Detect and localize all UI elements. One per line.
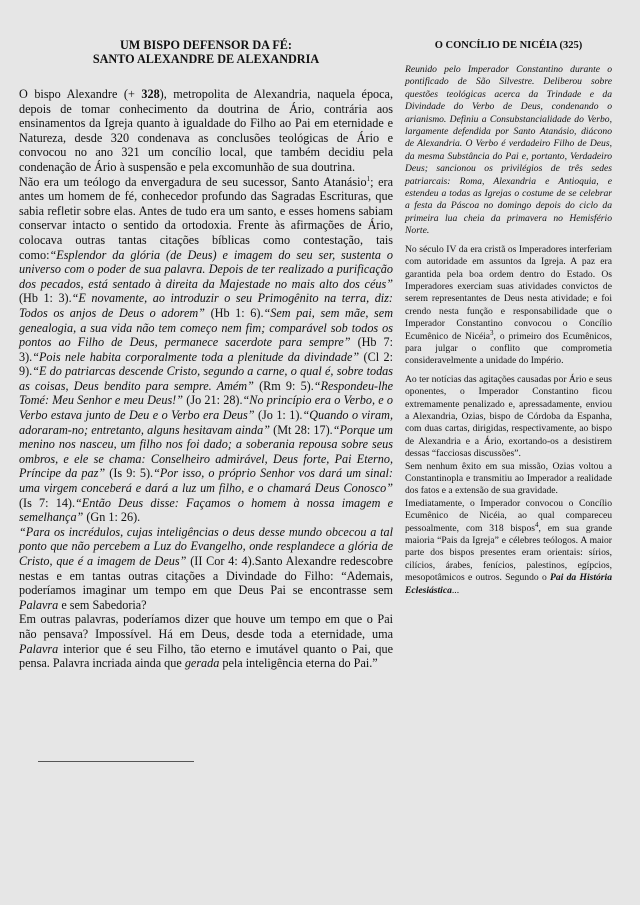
article-paragraph-2 [19, 175, 393, 525]
reference: (Is 9: 5). [105, 466, 154, 481]
article-paragraph-4 [19, 612, 393, 670]
sidebar-intro: Reunido pelo Imperador Constantino durante o pontificado de São Silvestre. Deliberou sobre questões teológicas acerca da Trindade e da Divindade do Verbo de Deus, condenando o arianismo. Definiu a Consubstancialidade do Verbo, largamente defendida por Santo Atanásio, diácono de Alexandria. O Verbo é verdadeiro Filho de Deus, da mesma Substância do Pai e, portanto, Verdadeiro Deus; sancionou os privilégios de três sedes patriarcais: Roma, Alexandria e Antioquia, e estendeu a todas as Igrejas o costume de se celebrar a festa da Páscoa no domingo depois do ciclo da primeira lua cheia da primavera no Hemisfério Norte. [405, 64, 612, 237]
reference: (Rm 9: 5). [253, 378, 314, 393]
sidebar-paragraph-2: Ao ter notícias das agitações causadas por Ário e seus oponentes, o Imperador Constantino ficou extremamente penalizado e, apressadamente, enviou a Alexandria, Ozias, bispo de Córdoba da Espanha, com duas cartas, dirigidas, respectivamente, ao bispo de Alexandria e a Ário, exortando-os a desistirem dessas “facciosas discussões”. [405, 373, 612, 460]
quote: “Sem pai, sem mãe, sem genealogia, a sua vida não tem começo nem fim; comparável sob todos os pontos ao Filho de Deus, permanece sacerdote para sempre” [19, 305, 394, 350]
reference: (Is 7: 14). [19, 495, 76, 510]
text: Santo Alexandre redescobre nestas e em tantas outras citações a Divindade do Filho: “Ademais, poderíamos imaginar um tempo em que Deus Pai se encontrasse sem [19, 554, 394, 598]
quote: “Então Deus disse: Façamos o homem à nossa imagem e semelhança” [19, 495, 393, 525]
footnote-divider [38, 761, 194, 762]
sidebar-paragraph-1 [405, 244, 612, 368]
text: Em outras palavras, poderíamos dizer que houve um tempo em que o Pai não pensava? Impossível. Há em Deus, desde toda a eternidade, uma [19, 612, 393, 641]
text: interior que é seu Filho, tão eterno e imutável quanto o Pai, que pensa. Palavra incriada ainda que [19, 641, 393, 671]
death-year: 328 [141, 87, 160, 101]
article-paragraph-1 [19, 87, 393, 175]
footnote-ref: 4 [535, 520, 539, 529]
reference: (Jo 1: 1). [254, 408, 303, 423]
article-column [19, 38, 393, 671]
quote: “Esplendor da glória (de Deus) e imagem do seu ser, sustenta o universo com o poder de sua palavra. Depois de ter realizado a purificação dos pecados, está sentado à direita da Majestade no mais alto dos céus” [19, 247, 393, 291]
article-title-line2: SANTO ALEXANDRE DE ALEXANDRIA [92, 52, 320, 66]
quote: “No princípio era o Verbo, e o Verbo estava junto de Deu e o Verbo era Deus” [19, 393, 393, 423]
quote: “Para os incrédulos, cujas inteligências o deus desse mundo obcecou a tal ponto que não percebem a Luz do Evangelho, onde resplandece a glória de Cristo, que é a imagem de Deus” [19, 524, 393, 568]
text: ... [451, 584, 460, 596]
sidebar-column [405, 40, 612, 603]
text: ; era antes um homem de fé, conhecedor profundo das Sagradas Escrituras, que sabia refletir sobre elas. Antes de tudo era um santo, e esses homens sabiam conservar intacto o sentido da ortodoxia. Frente às afirmações de Ário, colocava outras tantas citações bíblicas como contestação, tais como: [19, 174, 393, 262]
text: , o primeiro dos Ecumênicos, para julgar o conflito que comprometia consideravelmente a unidade do Império. [405, 330, 612, 367]
article-title [19, 38, 393, 66]
text: e sem Sabedoria? [58, 597, 147, 612]
text: Imediatamente, o Imperador convocou o Concílio Ecumênico de Nicéia, ao qual compareceu pessoalmente, com 318 bispos [405, 497, 612, 534]
reference: (Hb 1: 6). [204, 305, 264, 320]
text: , em sua grande maioria “Pais da Igreja” e célebres teólogos. A maior parte dos bispos presentes eram orientais: sírios, cilícios, árabes, fenícios, palestinos, egípcios, mesopotâmicos e outros. Segundo o [405, 522, 612, 584]
reference: (II Cor 4: 4). [186, 554, 255, 568]
article-paragraph-quote [19, 525, 393, 613]
text: Não era um teólogo da envergadura de seu sucessor, Santo Atanásio [19, 174, 367, 189]
sidebar-title: O CONCÍLIO DE NICÉIA (325) [434, 40, 583, 51]
quote: “E do patriarcas descende Cristo, segundo a carne, o qual é, sobre todas as coisas, Deus bendito para sempre. Amém” [19, 364, 393, 393]
emphasis: Palavra [19, 597, 59, 612]
emphasis: gerada [184, 656, 220, 671]
sidebar-paragraph-3: Sem nenhum êxito em sua missão, Ozias voltou a Constantinopla e transmitiu ao Imperador a realidade dos fatos e a extensão de sua gravidade. [405, 460, 612, 497]
text: ), metropolita de Alexandria, naquela época, depois de tomar conhecimento da doutrina de Ário, contrária aos ensinamentos da Igreja quanto à igualdade do Filho ao Pai em eternidade e Natureza, desde 320 condenava as conclusões teológicas de Ário e convocou no ano 321 um concílio local, que também decidiu pela condenação de Ário à suspensão e pela excomunhão de sua doutrina. [19, 87, 393, 174]
quote: “Quando o viram, adoraram-no; entretanto, alguns hesitavam ainda” [19, 408, 393, 437]
emphasis: Pai da História Eclesiástica [405, 572, 612, 596]
footnote-ref: 1 [366, 174, 371, 183]
quote: “Respondeu-lhe Tomé: Meu Senhor e meu Deus!” [19, 378, 393, 408]
quote: “Pois nele habita corporalmente toda a plenitude da divindade” [32, 349, 360, 364]
sidebar-paragraph-4 [405, 498, 612, 597]
article-title-line1: UM BISPO DEFENSOR DA FÉ: [120, 38, 292, 52]
text: pela inteligência eterna do Pai.” [219, 656, 378, 671]
reference: (Jo 21: 28). [183, 393, 243, 408]
reference: (Gn 1: 26). [83, 510, 141, 525]
emphasis: Palavra [19, 641, 59, 656]
text: No século IV da era cristã os Imperadores interferiam com autoridade em assuntos da Igreja. A paz era garantida pela boa ordem dentro do Estado. Os Imperadores exerciam suas atividades convictos de serem representantes de Deus nesta atividade; e foi crendo nesta função e responsabilidade que o Imperador Constantino convocou o Concílio Ecumênico de Nicéia [405, 243, 612, 342]
footnote-ref: 3 [490, 328, 494, 337]
quote: “Por isso, o próprio Senhor vos dará um sinal: uma virgem conceberá e dará a luz um filho, e o chamará Deus Conosco” [19, 466, 393, 496]
quote: “Porque um menino nos nasceu, um filho nos foi dado; a soberania repousa sobre seus ombros, e ele se chama: Conselheiro admirável, Deus forte, Pai Eterno, Príncipe da paz” [19, 422, 393, 481]
reference: (Mt 28: 17). [269, 422, 333, 437]
text: O bispo Alexandre (+ [19, 87, 142, 101]
reference: (Hb 1: 3). [19, 291, 72, 306]
quote: “E novamente, ao introduzir o seu Primogênito na terra, diz: Todos os anjos de Deus o adorem” [19, 291, 393, 320]
reference: (Hb 7: 3). [19, 335, 393, 364]
reference: (Cl 2: 9). [19, 349, 393, 379]
